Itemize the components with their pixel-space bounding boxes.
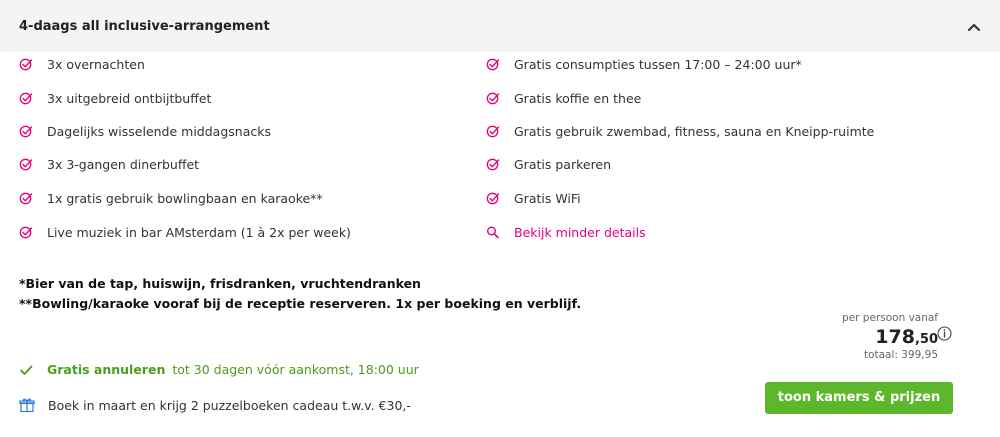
info-icon[interactable]	[937, 326, 952, 341]
check-circle-icon	[486, 157, 500, 171]
footnote-drinks: *Bier van de tap, huiswijn, frisdranken, vruchtendranken	[19, 276, 421, 291]
chevron-up-icon[interactable]	[967, 22, 981, 32]
feature-label: Gratis WiFi	[514, 190, 581, 206]
check-circle-icon	[19, 191, 33, 205]
check-circle-icon	[19, 57, 33, 71]
feature-label: Dagelijks wisselende middagsnacks	[47, 123, 271, 139]
details-toggle-link[interactable]	[486, 222, 646, 242]
check-circle-icon	[19, 225, 33, 239]
feature-item	[486, 121, 874, 141]
package-title: 4-daags all inclusive-arrangement	[19, 19, 270, 34]
feature-item	[486, 88, 641, 108]
gift-icon	[19, 397, 35, 413]
feature-item	[19, 54, 145, 74]
feature-label: Gratis consumpties tussen 17:00 – 24:00 uur*	[514, 56, 802, 72]
price-decimal: ,50	[914, 332, 938, 347]
promotion-text: Boek in maart en krijg 2 puzzelboeken cadeau t.w.v. €30,-	[48, 397, 411, 413]
price-block	[842, 312, 938, 361]
feature-label: 3x overnachten	[47, 56, 145, 72]
footnote-bowling: **Bowling/karaoke vooraf bij de receptie reserveren. 1x per boeking en verblijf.	[19, 296, 582, 311]
feature-label: 3x 3-gangen dinerbuffet	[47, 156, 200, 172]
check-circle-icon	[19, 91, 33, 105]
feature-item	[19, 88, 211, 108]
feature-label: 3x uitgebreid ontbijtbuffet	[47, 90, 212, 106]
feature-item	[19, 121, 271, 141]
show-rooms-button[interactable]: toon kamers & prijzen	[765, 382, 953, 414]
feature-item	[486, 54, 802, 74]
feature-label: Gratis gebruik zwembad, fitness, sauna en Kneipp-ruimte	[514, 123, 875, 139]
feature-label: 1x gratis gebruik bowlingbaan en karaoke**	[47, 190, 323, 206]
feature-label: Gratis koffie en thee	[514, 90, 642, 106]
check-circle-icon	[19, 157, 33, 171]
promotion	[19, 397, 411, 413]
per-person-label: per persoon vanaf	[842, 312, 938, 324]
details-toggle-label[interactable]: Bekijk minder details	[514, 224, 646, 240]
check-circle-icon	[486, 57, 500, 71]
check-circle-icon	[486, 91, 500, 105]
feature-item	[19, 154, 199, 174]
check-circle-icon	[486, 191, 500, 205]
price-total: totaal: 399,95	[863, 349, 938, 361]
feature-item	[19, 188, 323, 208]
feature-item	[486, 188, 581, 208]
free-cancellation	[19, 362, 419, 377]
price-value	[842, 326, 938, 348]
checkmark-icon	[19, 363, 33, 377]
package-header[interactable]	[0, 0, 1000, 52]
feature-item	[486, 154, 611, 174]
feature-label: Live muziek in bar AMsterdam (1 à 2x per week)	[47, 224, 351, 240]
check-circle-icon	[19, 124, 33, 138]
feature-item	[19, 222, 351, 242]
free-cancellation-label: Gratis annuleren	[47, 362, 166, 377]
check-circle-icon	[486, 124, 500, 138]
price-whole: 178	[875, 326, 915, 348]
feature-label: Gratis parkeren	[514, 156, 612, 172]
footnotes	[19, 274, 581, 314]
free-cancellation-terms: tot 30 dagen vóór aankomst, 18:00 uur	[172, 362, 419, 377]
magnifier-icon	[486, 225, 500, 239]
